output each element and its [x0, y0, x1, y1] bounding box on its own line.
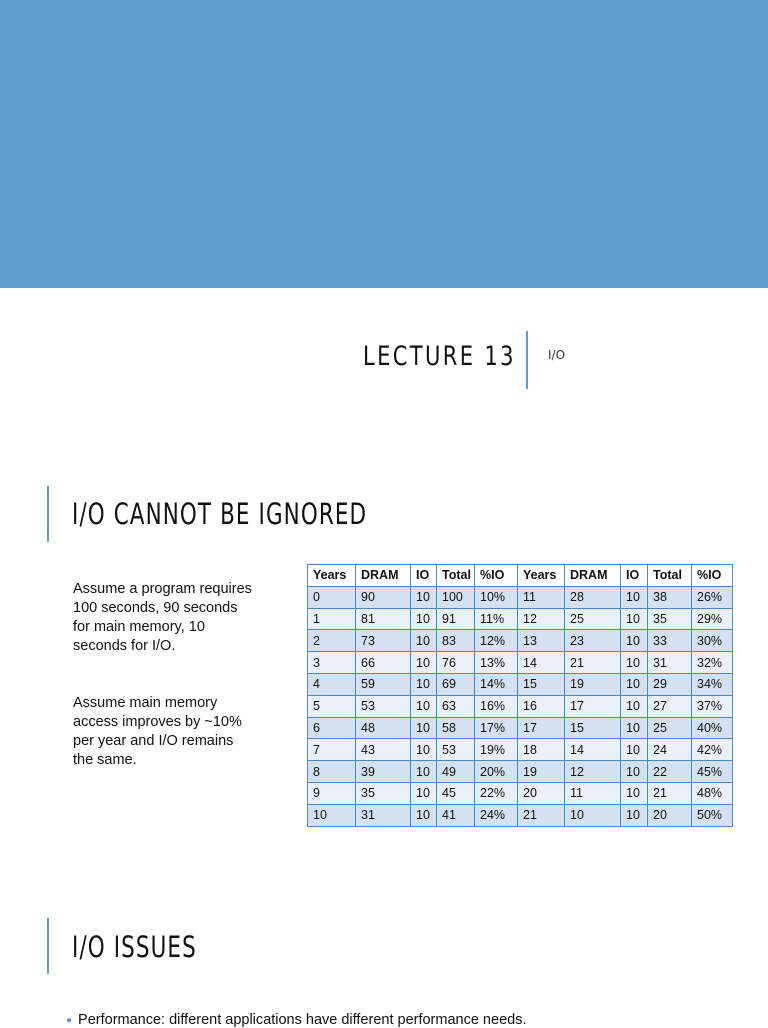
table-cell: 10 [621, 586, 648, 608]
table-cell: 69 [437, 673, 475, 695]
table-cell: 10 [621, 630, 648, 652]
table-row [308, 673, 733, 695]
table-cell: 31 [356, 804, 411, 826]
table-cell: 17% [475, 717, 518, 739]
table-cell: 14 [565, 739, 621, 761]
table-cell: 38 [648, 586, 692, 608]
table-cell: 10 [411, 608, 437, 630]
table-cell: 53 [437, 739, 475, 761]
io-percentage-table [307, 564, 733, 827]
table-cell: 10 [411, 782, 437, 804]
table-cell: 15 [565, 717, 621, 739]
table-cell: 49 [437, 761, 475, 783]
table-cell: 34% [692, 673, 733, 695]
table-cell: 1 [308, 608, 356, 630]
table-cell: 27 [648, 695, 692, 717]
table-cell: 23 [565, 630, 621, 652]
section-accent-bar [47, 486, 49, 542]
table-header-cell: %IO [692, 565, 733, 587]
table-cell: 20% [475, 761, 518, 783]
bullet-item [66, 1012, 526, 1028]
table-cell: 9 [308, 782, 356, 804]
table-cell: 2 [308, 630, 356, 652]
table-header-cell: Years [308, 565, 356, 587]
table-cell: 10% [475, 586, 518, 608]
table-cell: 5 [308, 695, 356, 717]
table-cell: 4 [308, 673, 356, 695]
table-row [308, 804, 733, 826]
table-cell: 10 [411, 761, 437, 783]
table-cell: 37% [692, 695, 733, 717]
table-header-cell: IO [411, 565, 437, 587]
table-cell: 10 [411, 739, 437, 761]
table-cell: 14% [475, 673, 518, 695]
table-cell: 7 [308, 739, 356, 761]
table-cell: 10 [621, 695, 648, 717]
table-cell: 17 [565, 695, 621, 717]
section-title-io-issues: I/O ISSUES [72, 930, 197, 964]
table-header-cell: Total [437, 565, 475, 587]
table-row [308, 695, 733, 717]
table-header-cell: Years [518, 565, 565, 587]
table-cell: 12 [518, 608, 565, 630]
table-cell: 21 [565, 652, 621, 674]
table-cell: 24 [648, 739, 692, 761]
table-cell: 76 [437, 652, 475, 674]
table-cell: 17 [518, 717, 565, 739]
table-cell: 48 [356, 717, 411, 739]
table-cell: 24% [475, 804, 518, 826]
table-cell: 53 [356, 695, 411, 717]
table-cell: 83 [437, 630, 475, 652]
table-cell: 31 [648, 652, 692, 674]
table-cell: 59 [356, 673, 411, 695]
table-cell: 32% [692, 652, 733, 674]
table-body [308, 586, 733, 826]
table-cell: 10 [411, 630, 437, 652]
bullet-text: Performance: different applications have different performance needs. [78, 1012, 527, 1028]
table-cell: 10 [621, 804, 648, 826]
table-cell: 22 [648, 761, 692, 783]
table-cell: 30% [692, 630, 733, 652]
table-cell: 19 [565, 673, 621, 695]
table-cell: 29% [692, 608, 733, 630]
table-cell: 11 [518, 586, 565, 608]
table-cell: 11% [475, 608, 518, 630]
table-cell: 25 [648, 717, 692, 739]
table-cell: 12% [475, 630, 518, 652]
table-cell: 20 [518, 782, 565, 804]
table-header-cell: %IO [475, 565, 518, 587]
table-cell: 13 [518, 630, 565, 652]
table-cell: 90 [356, 586, 411, 608]
table-cell: 15 [518, 673, 565, 695]
table-cell: 20 [648, 804, 692, 826]
table-cell: 66 [356, 652, 411, 674]
table-cell: 10 [621, 739, 648, 761]
table-cell: 21 [648, 782, 692, 804]
table-row [308, 761, 733, 783]
table-cell: 35 [648, 608, 692, 630]
table-row [308, 630, 733, 652]
title-divider [526, 331, 528, 389]
table-cell: 13% [475, 652, 518, 674]
table-cell: 11 [565, 782, 621, 804]
table-cell: 10 [621, 608, 648, 630]
table-cell: 41 [437, 804, 475, 826]
table-cell: 45% [692, 761, 733, 783]
table-cell: 10 [308, 804, 356, 826]
table-row [308, 586, 733, 608]
table-cell: 42% [692, 739, 733, 761]
table-cell: 10 [411, 695, 437, 717]
table-row [308, 782, 733, 804]
table-cell: 58 [437, 717, 475, 739]
table-header-cell: Total [648, 565, 692, 587]
title-banner [0, 0, 768, 288]
table-cell: 81 [356, 608, 411, 630]
table-cell: 50% [692, 804, 733, 826]
table-cell: 16 [518, 695, 565, 717]
table-cell: 10 [411, 652, 437, 674]
table-cell: 10 [411, 586, 437, 608]
table-cell: 29 [648, 673, 692, 695]
table-cell: 21 [518, 804, 565, 826]
table-cell: 6 [308, 717, 356, 739]
table-cell: 10 [411, 717, 437, 739]
table-cell: 8 [308, 761, 356, 783]
table-cell: 10 [411, 673, 437, 695]
table-cell: 0 [308, 586, 356, 608]
lecture-subtitle: I/O [548, 348, 566, 362]
table-cell: 10 [565, 804, 621, 826]
table-cell: 73 [356, 630, 411, 652]
section-title-io-cannot-be-ignored: I/O CANNOT BE IGNORED [72, 497, 368, 531]
table-cell: 33 [648, 630, 692, 652]
table-row [308, 717, 733, 739]
table-cell: 10 [621, 673, 648, 695]
table-header-cell: DRAM [565, 565, 621, 587]
table-cell: 25 [565, 608, 621, 630]
paragraph-program-timing: Assume a program requires 100 seconds, 90 seconds for main memory, 10 seconds for I/O. [73, 581, 252, 654]
table-row [308, 739, 733, 761]
table-cell: 16% [475, 695, 518, 717]
table-cell: 45 [437, 782, 475, 804]
table-cell: 22% [475, 782, 518, 804]
table-cell: 35 [356, 782, 411, 804]
table-cell: 12 [565, 761, 621, 783]
table-cell: 26% [692, 586, 733, 608]
table-cell: 19% [475, 739, 518, 761]
table-cell: 48% [692, 782, 733, 804]
table-cell: 63 [437, 695, 475, 717]
section-accent-bar [47, 918, 49, 974]
table-cell: 19 [518, 761, 565, 783]
lecture-title: LECTURE 13 [363, 341, 516, 372]
table-row [308, 652, 733, 674]
table-cell: 10 [621, 717, 648, 739]
table-cell: 14 [518, 652, 565, 674]
table-cell: 10 [621, 782, 648, 804]
table-cell: 18 [518, 739, 565, 761]
table-cell: 3 [308, 652, 356, 674]
table-cell: 43 [356, 739, 411, 761]
table-cell: 91 [437, 608, 475, 630]
table-header-row [308, 565, 733, 587]
table-header-cell: IO [621, 565, 648, 587]
table-header-cell: DRAM [356, 565, 411, 587]
paragraph-memory-improvement: Assume main memory access improves by ~10% per year and I/O remains the same. [73, 695, 242, 768]
table-cell: 10 [621, 652, 648, 674]
table-cell: 40% [692, 717, 733, 739]
bullet-dot-icon: ● [66, 1014, 73, 1026]
table-cell: 39 [356, 761, 411, 783]
table-cell: 10 [621, 761, 648, 783]
table-cell: 28 [565, 586, 621, 608]
table-cell: 10 [411, 804, 437, 826]
table-row [308, 608, 733, 630]
table-cell: 100 [437, 586, 475, 608]
